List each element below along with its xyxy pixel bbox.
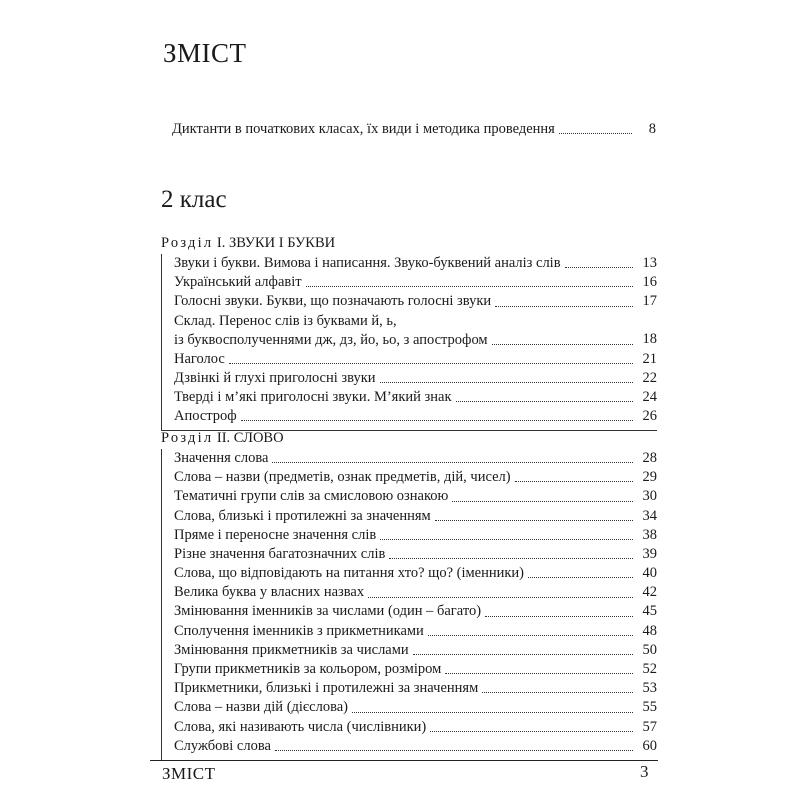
section-title: І. ЗВУКИ І БУКВИ — [216, 235, 336, 251]
leader-dots — [413, 654, 633, 655]
toc-entry[interactable] — [174, 564, 657, 583]
toc-entry-text: Різне значення багатозначних слів — [174, 545, 386, 562]
leader-dots — [485, 616, 633, 617]
running-footer-title: ЗМІСТ — [162, 764, 216, 783]
toc-entry-text: Прикметники, близькі і протилежні за значенням — [174, 680, 479, 697]
toc-entry-page: 39 — [642, 545, 657, 562]
toc-entry-text: Групи прикметників за кольором, розміром — [174, 661, 442, 678]
leader-dots — [456, 401, 634, 402]
page-title: ЗМІСТ — [163, 38, 247, 68]
toc-entry-page: 52 — [642, 661, 657, 678]
leader-dots — [482, 692, 633, 693]
toc-entry[interactable] — [174, 449, 657, 468]
grade-heading: 2 клас — [161, 186, 227, 213]
toc-entry-page: 26 — [642, 408, 657, 425]
toc-entry-page: 60 — [642, 737, 657, 754]
toc-entry[interactable] — [174, 254, 657, 273]
toc-entry-text: Слова, що відповідають на питання хто? що? (іменники) — [174, 565, 525, 582]
toc-entry-text: Слова – назви (предметів, ознак предметів, дій, чисел) — [174, 469, 511, 486]
toc-entry[interactable] — [174, 641, 657, 660]
toc-entry-text: Велика буква у власних назвах — [174, 584, 365, 601]
toc-entry-page: 55 — [642, 699, 657, 716]
leader-dots — [275, 750, 633, 751]
leader-dots — [492, 344, 633, 345]
section-title: ІІ. СЛОВО — [216, 430, 284, 446]
leader-dots — [428, 635, 633, 636]
leader-dots — [452, 501, 633, 502]
section-entries — [161, 449, 657, 761]
toc-entry-page: 13 — [642, 254, 657, 271]
toc-entry[interactable] — [174, 660, 657, 679]
leader-dots — [495, 306, 633, 307]
toc-entry[interactable] — [174, 737, 657, 756]
toc-entry[interactable] — [174, 526, 657, 545]
toc-entry-page: 22 — [642, 369, 657, 386]
toc-entry[interactable] — [174, 350, 657, 369]
toc-entry-text: Звуки і букви. Вимова і написання. Звуко-буквений аналіз слів — [174, 254, 561, 271]
section-entries — [161, 254, 657, 431]
toc-entry-page: 17 — [642, 293, 657, 310]
toc-entry[interactable] — [174, 622, 657, 641]
toc-entry-page: 16 — [642, 274, 657, 291]
toc-entry-page: 57 — [642, 718, 657, 735]
toc-entry[interactable] — [174, 292, 657, 311]
toc-entry[interactable] — [174, 698, 657, 717]
toc-entry-page: 21 — [642, 350, 657, 367]
toc-entry-page: 8 — [648, 120, 656, 137]
toc-entry[interactable] — [174, 312, 657, 350]
toc-entry-page: 53 — [642, 680, 657, 697]
leader-dots — [430, 731, 633, 732]
toc-entry-text: Службові слова — [174, 737, 271, 754]
toc-entry-text: Дзвінкі й глухі приголосні звуки — [174, 369, 376, 386]
section-1 — [161, 234, 657, 431]
toc-entry-text — [174, 312, 488, 350]
section-heading — [161, 234, 657, 253]
toc-entry[interactable] — [174, 369, 657, 388]
toc-entry-text: Наголос — [174, 350, 225, 367]
toc-entry-page: 38 — [642, 526, 657, 543]
toc-entry-page: 40 — [642, 565, 657, 582]
page-number: 3 — [640, 762, 649, 781]
toc-entry-text: Значення слова — [174, 449, 269, 466]
leader-dots — [565, 267, 633, 268]
toc-entry-page: 24 — [642, 388, 657, 405]
leader-dots — [445, 673, 633, 674]
leader-dots — [229, 363, 633, 364]
leader-dots — [515, 481, 633, 482]
toc-entry-page: 42 — [642, 584, 657, 601]
toc-entry[interactable] — [174, 407, 657, 426]
leader-dots — [435, 520, 633, 521]
toc-entry-text: Український алфавіт — [174, 274, 302, 291]
toc-entry-text: Тематичні групи слів за смисловою ознакою — [174, 488, 449, 505]
toc-entry[interactable] — [174, 583, 657, 602]
toc-entry-intro[interactable] — [172, 120, 656, 139]
leader-dots — [389, 558, 633, 559]
section-heading — [161, 429, 657, 448]
section-2 — [161, 429, 657, 761]
toc-entry[interactable] — [174, 468, 657, 487]
leader-dots — [241, 420, 633, 421]
toc-entry[interactable] — [174, 545, 657, 564]
leader-dots — [380, 539, 633, 540]
leader-dots — [368, 597, 633, 598]
leader-dots — [528, 577, 633, 578]
toc-entry[interactable] — [174, 603, 657, 622]
toc-entry-text: Змінювання прикметників за числами — [174, 641, 409, 658]
leader-dots — [352, 712, 633, 713]
toc-entry-page: 50 — [642, 641, 657, 658]
toc-entry-text: Тверді і м’які приголосні звуки. М’який знак — [174, 388, 452, 405]
leader-dots — [559, 133, 632, 134]
section-prefix: Розділ — [161, 235, 214, 251]
toc-entry-page: 18 — [642, 331, 657, 348]
toc-entry-page: 28 — [642, 449, 657, 466]
toc-entry-text: Змінювання іменників за числами (один – багато) — [174, 603, 482, 620]
section-prefix: Розділ — [161, 430, 214, 446]
toc-entry-page: 29 — [642, 469, 657, 486]
toc-entry-page: 45 — [642, 603, 657, 620]
toc-entry[interactable] — [174, 679, 657, 698]
toc-entry-text: Апостроф — [174, 408, 237, 425]
toc-entry[interactable] — [174, 388, 657, 407]
toc-entry-page: 30 — [642, 488, 657, 505]
toc-entry-text: Диктанти в початкових класах, їх види і методика проведення — [172, 120, 555, 137]
leader-dots — [380, 382, 633, 383]
toc-entry-line: Склад. Перенос слів із буквами й, ь, — [174, 312, 397, 329]
toc-entry-text: Слова, близькі і протилежні за значенням — [174, 507, 431, 524]
toc-entry[interactable] — [174, 507, 657, 526]
leader-dots — [306, 286, 633, 287]
toc-entry-text: Голосні звуки. Букви, що позначають голосні звуки — [174, 293, 492, 310]
toc-entry-page: 48 — [642, 622, 657, 639]
toc-entry-page: 34 — [642, 507, 657, 524]
toc-entry[interactable] — [174, 487, 657, 506]
toc-entry-text: Пряме і переносне значення слів — [174, 526, 377, 543]
toc-entry-text: Слова, які називають числа (числівники) — [174, 718, 427, 735]
toc-entry-line: із буквосполученнями дж, дз, йо, ьо, з апострофом — [174, 331, 488, 348]
toc-entry[interactable] — [174, 273, 657, 292]
leader-dots — [272, 462, 633, 463]
toc-entry[interactable] — [174, 718, 657, 737]
footer-divider — [150, 760, 658, 761]
toc-entry-text: Сполучення іменників з прикметниками — [174, 622, 424, 639]
toc-entry-text: Слова – назви дій (дієслова) — [174, 699, 348, 716]
